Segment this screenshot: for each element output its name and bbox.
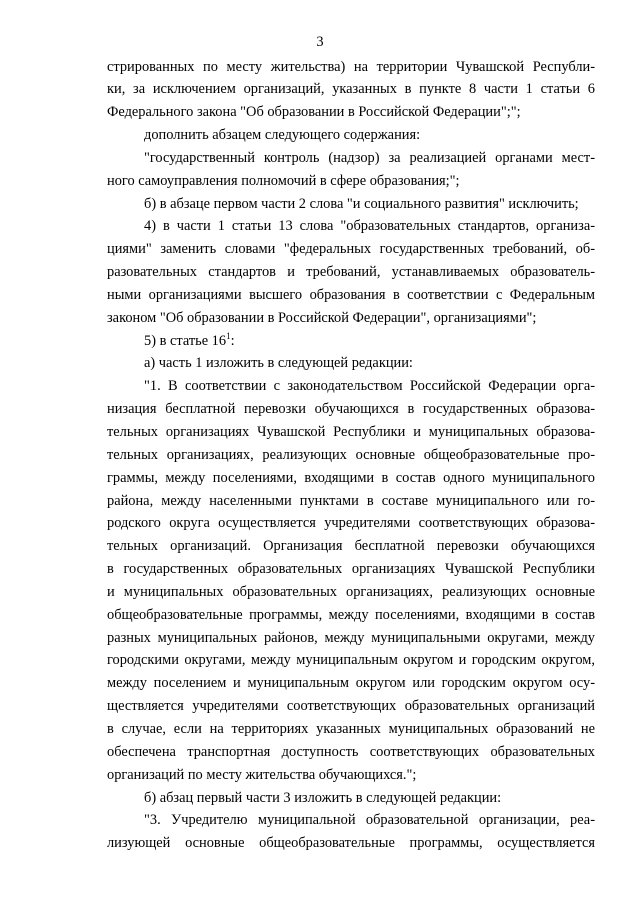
text-line: общеобразовательные программы, между поселениями, входящими в состав <box>107 606 595 623</box>
text-line: лизующей основные общеобразовательные программы, осуществляется <box>107 835 595 852</box>
text-line: низация бесплатной перевозки обучающихся в государственных образова- <box>107 401 595 418</box>
text-line: 4) в части 1 статьи 13 слова "образовательных стандартов, организа- <box>144 218 595 235</box>
text-line: обеспечена транспортная доступность соответствующих образовательных <box>107 743 595 760</box>
text-line: организаций по месту жительства обучающихся."; <box>107 766 417 783</box>
text-line <box>107 330 595 353</box>
text-line: б) в абзаце первом части 2 слова "и социального развития" исключить; <box>144 195 579 212</box>
text-line: в государственных образовательных организациях Чувашской Республики <box>107 561 595 578</box>
page-number: 3 <box>316 34 324 50</box>
text-line: "государственный контроль (надзор) за реализацией органами мест- <box>144 149 595 166</box>
text-line: стрированных по месту жительства) на территории Чувашской Республи- <box>107 58 595 75</box>
text-line: ного самоуправления полномочий в сфере образования;"; <box>107 172 460 189</box>
superscript: 1 <box>226 330 231 341</box>
text-line: разовательных стандартов и требований, устанавливаемых образователь- <box>107 264 595 281</box>
line-text-after: : <box>230 332 235 349</box>
text-line: "1. В соответствии с законодательством Российской Федерации орга- <box>144 378 595 395</box>
text-line: Федерального закона "Об образовании в Российской Федерации";"; <box>107 104 521 121</box>
text-line: б) абзац первый части 3 изложить в следующей редакции: <box>144 789 502 806</box>
text-line: циями" заменить словами "федеральных государственных требований, об- <box>107 241 595 258</box>
text-line: в случае, если на территориях указанных муниципальных образований не <box>107 720 595 737</box>
text-line: тельных организациях Чувашской Республики и муниципальных образова- <box>107 424 595 440</box>
text-line: разных муниципальных районов, между муниципальными округами, между <box>107 629 595 646</box>
text-line: дополнить абзацем следующего содержания: <box>144 127 421 144</box>
text-line: ки, за исключением организаций, указанных в пункте 8 части 1 статьи 6 <box>107 81 595 98</box>
text-line: родского округа осуществляется учредителями соответствующих образова- <box>107 515 595 532</box>
text-line: и муниципальных образовательных организациях, реализующих основные <box>107 583 595 600</box>
text-line: "3. Учредителю муниципальной образовательной организации, реа- <box>144 812 595 829</box>
text-line: между поселением и муниципальным округом или городским округом осу- <box>107 675 595 692</box>
text-line: района, между населенными пунктами в составе муниципального или го- <box>107 492 595 509</box>
line-text: 5) в статье 16 <box>144 332 227 349</box>
text-line: тельных организаций. Организация бесплатной перевозки обучающихся <box>107 538 595 555</box>
text-line: ществляется учредителями соответствующих образовательных организаций <box>107 698 595 715</box>
text-line: ными организациями высшего образования в соответствии с Федеральным <box>107 286 595 303</box>
text-line: а) часть 1 изложить в следующей редакции: <box>144 355 413 372</box>
document-body <box>107 56 595 856</box>
text-line: законом "Об образовании в Российской Федерации", организациями"; <box>107 309 537 326</box>
text-line: городскими округами, между муниципальным округом и городским округом, <box>107 652 595 669</box>
text-line: граммы, между поселениями, входящими в состав одного муниципального <box>107 469 595 486</box>
text-line: тельных организациях, реализующих основные общеобразовательные про- <box>107 446 595 463</box>
